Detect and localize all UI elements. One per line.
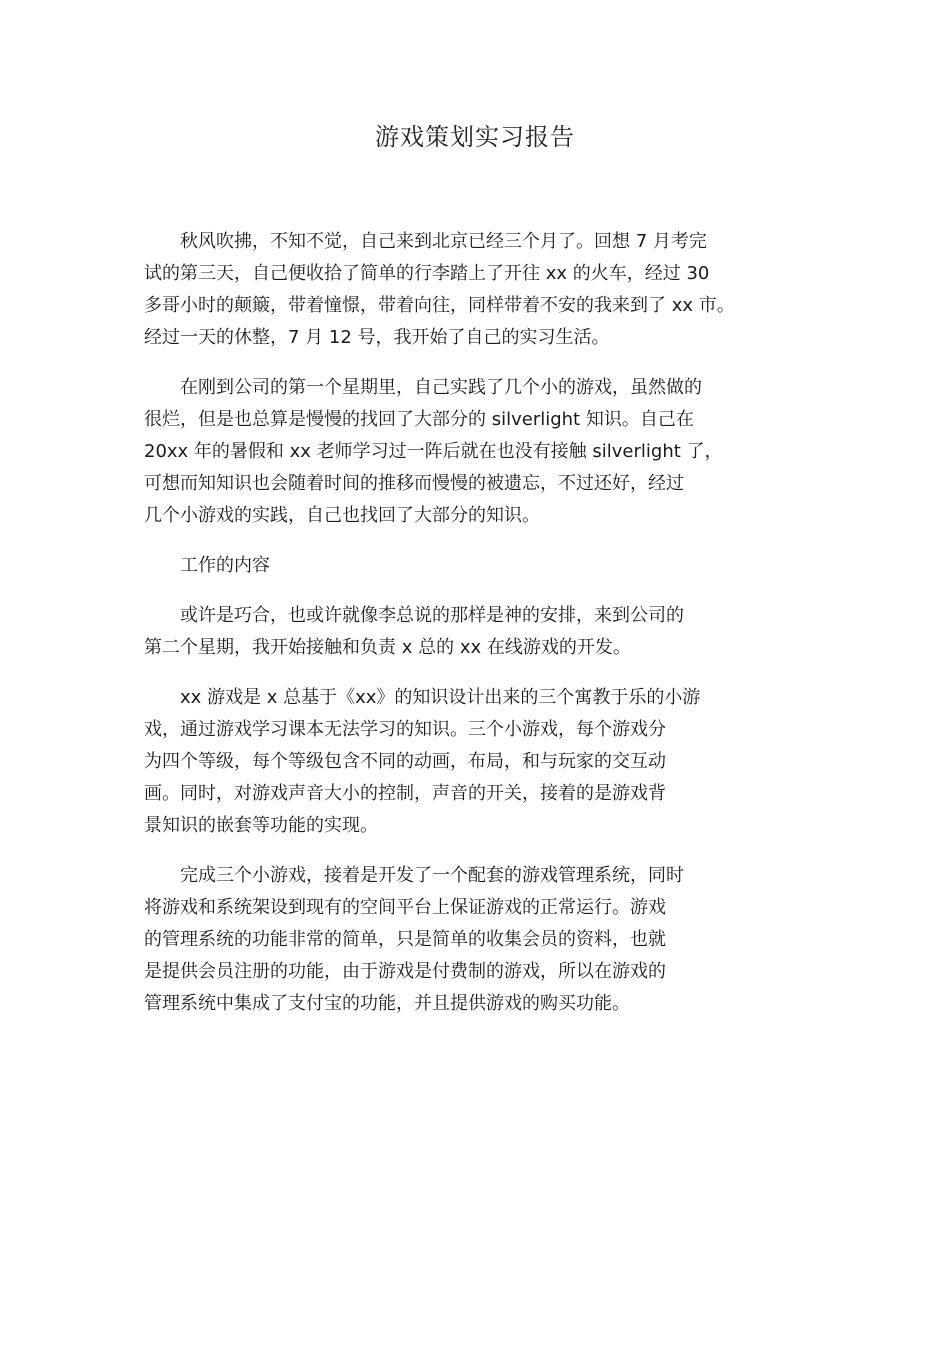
paragraph-1 (144, 226, 816, 354)
paragraph-line: 20xx 年的暑假和 xx 老师学习过一阵后就在也没有接触 silverlight 了， (144, 441, 723, 462)
paragraph-line: 几个小游戏的实践，自己也找回了大部分的知识。 (144, 505, 540, 526)
paragraph-5 (144, 860, 816, 1020)
paragraph-line: 的管理系统的功能非常的简单，只是简单的收集会员的资料，也就 (144, 929, 666, 950)
paragraph-line: 秋风吹拂，不知不觉，自己来到北京已经三个月了。回想 7 月考完 (180, 231, 707, 252)
paragraph-line: 在刚到公司的第一个星期里，自己实践了几个小的游戏，虽然做的 (180, 377, 702, 398)
paragraph-line: 经过一天的休整，7 月 12 号，我开始了自己的实习生活。 (144, 327, 610, 348)
paragraph-line: 是提供会员注册的功能，由于游戏是付费制的游戏，所以在游戏的 (144, 961, 666, 982)
paragraph-line: 完成三个小游戏，接着是开发了一个配套的游戏管理系统，同时 (180, 865, 684, 886)
paragraph-line: 第二个星期，我开始接触和负责 x 总的 xx 在线游戏的开发。 (144, 637, 631, 658)
paragraph-line: 试的第三天，自己便收拾了简单的行李踏上了开往 xx 的火车，经过 30 (144, 263, 710, 284)
paragraph-line: xx 游戏是 x 总基于《xx》的知识设计出来的三个寓教于乐的小游 (180, 687, 701, 708)
paragraph-line: 景知识的嵌套等功能的实现。 (144, 815, 378, 836)
paragraph-line: 多哥小时的颠簸，带着憧憬，带着向往，同样带着不安的我来到了 xx 市。 (144, 295, 735, 316)
paragraph-line: 很烂，但是也总算是慢慢的找回了大部分的 silverlight 知识。自己在 (144, 409, 694, 430)
paragraph-line: 戏，通过游戏学习课本无法学习的知识。三个小游戏，每个游戏分 (144, 719, 666, 740)
paragraph-line: 可想而知知识也会随着时间的推移而慢慢的被遗忘，不过还好，经过 (144, 473, 684, 494)
paragraph-line: 管理系统中集成了支付宝的功能，并且提供游戏的购买功能。 (144, 993, 630, 1014)
document-body (144, 226, 816, 1038)
paragraph-line: 为四个等级，每个等级包含不同的动画，布局，和与玩家的交互动 (144, 751, 666, 772)
section-heading-line: 工作的内容 (180, 555, 270, 576)
document-title: 游戏策划实习报告 (375, 123, 575, 151)
paragraph-line: 或许是巧合，也或许就像李总说的那样是神的安排，来到公司的 (180, 605, 684, 626)
paragraph-line: 画。同时，对游戏声音大小的控制，声音的开关，接着的是游戏背 (144, 783, 666, 804)
paragraph-line: 将游戏和系统架设到现有的空间平台上保证游戏的正常运行。游戏 (144, 897, 666, 918)
paragraph-2 (144, 372, 816, 532)
paragraph-3 (144, 600, 816, 664)
section-heading-work-content (144, 550, 816, 582)
paragraph-4 (144, 682, 816, 842)
